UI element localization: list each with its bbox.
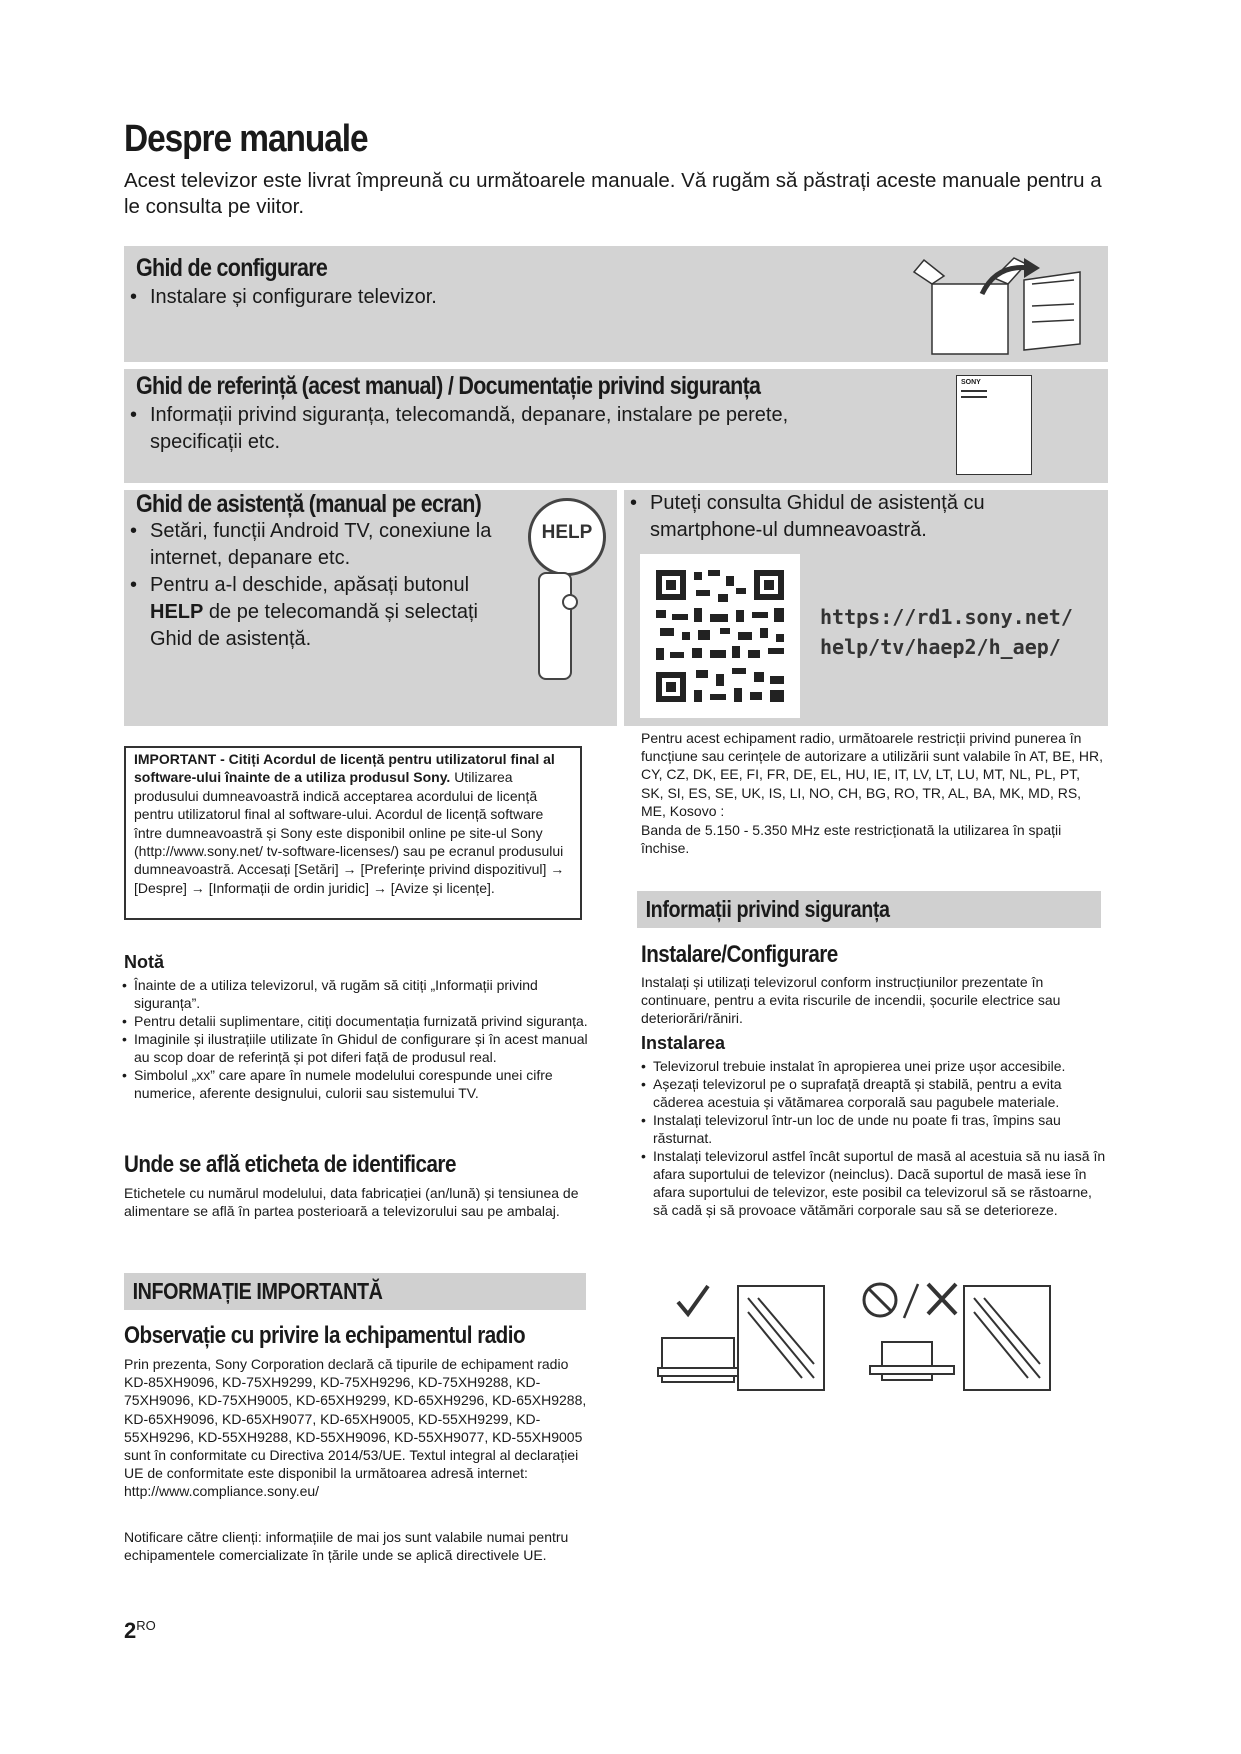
label-text: Etichetele cu numărul modelului, data fabricației (an/lună) și tensiunea de alimentare se află în partea posterioară a televizorului sau pe ambalaj. (124, 1185, 579, 1220)
installation-item-3: • Instalați televizorul într-un loc de unde nu poate fi tras, împins sau răsturnat. (641, 1111, 1106, 1147)
installation-list (641, 1057, 1106, 1219)
help-guide-box (124, 490, 617, 726)
nota-item-1: • Înainte de a utiliza televizorul, vă rugăm să citiți „Informații privind siguranța”. (122, 976, 592, 1012)
help-url-line-2: help/tv/haep2/h_aep/ (820, 635, 1061, 659)
installation-item-1: • Televizorul trebuie instalat în apropierea unei prize ușor accesibile. (641, 1057, 1106, 1075)
help-guide-title: Ghid de asistență (manual pe ecran) (136, 490, 482, 518)
manual-booklet-icon (956, 375, 1032, 475)
help-smartphone-box (624, 490, 1108, 726)
help-guide-bullet-1: • Setări, funcții Android TV, conexiune la internet, depanare etc. (124, 518, 514, 572)
radio-equipment-heading: Observație cu privire la echipamentul radio (124, 1322, 526, 1349)
installation-item-4: • Instalați televizorul astfel încât suportul de masă al acestuia să nu iasă în afara suportului de televizor (neinclus). Dacă suportul de masă iese în afara suportului de televizor, este posibil ca televizorul să se răstoarne, să cadă și să provoace vătămări corporale sau să se deterioreze. (641, 1147, 1106, 1219)
nota-heading: Notă (124, 952, 164, 972)
page-title: Despre manuale (124, 118, 368, 160)
help-guide-bullets (124, 518, 514, 653)
setup-guide-box (124, 246, 1108, 362)
customer-notice-text: Notificare către clienți: informațiile de mai jos sunt valabile numai pentru echipamentele comercializate în țările unde se aplică directivele UE. (124, 1529, 569, 1564)
installation-item-2: • Așezați televizorul pe o suprafață dreaptă și stabilă, pentru a evita căderea acestuia și vătămarea corporală sau pagubele materiale. (641, 1075, 1106, 1111)
booklet-brand: SONY (961, 379, 981, 386)
reference-guide-title: Ghid de referință (acest manual) / Documentație privind siguranța (136, 372, 761, 400)
installation-heading: Instalarea (641, 1033, 726, 1053)
page-suffix: RO (136, 1618, 156, 1633)
cross-icon (928, 1284, 956, 1314)
help-guide-bullet-2: • Pentru a-l deschide, apăsați butonul HELP de pe telecomandă și selectați Ghid de asistență. (124, 572, 514, 653)
page-number: $2^{RO}$ (124, 1618, 156, 1643)
remote-help-icon (528, 498, 608, 678)
help-url[interactable] (820, 602, 1073, 662)
reference-guide-bullets (124, 402, 864, 456)
reference-guide-box (124, 369, 1108, 483)
intro-text: Acest televizor este livrat împreună cu următoarele manuale. Vă rugăm să păstrați aceste manuale pentru a le consulta pe viitor. (124, 169, 1102, 218)
radio-restrictions-text: Pentru acest echipament radio, următoarele restricții privind punerea în funcțiune sau cerințele de autorizare a utilizării sunt valabile în AT, BE, HR, CY, CZ, DK, EE, FI, FR, DE, EL, HU, IE, IT, LV, LT, LU, MT, NL, PL, PT, SK, SI, ES, SE, UK, IS, LI, NO, CH, BG, RO, TR, AL, BA, MK, MD, RS, ME, Kosovo : (641, 730, 1103, 819)
help-smartphone-bullets (624, 490, 1094, 544)
license-text: Utilizarea produsului dumneavoastră indică acceptarea acordului de licență pentru utilizatorul final al software-ului. Acordul de licență software între dumneavoastră și Sony este disponibil online pe site-ul Sony (http://www.sony.net/ tv-software-licenses/) sau pe ecranul produsului dumneavoastră. Accesați [Setări] → [Preferințe privind dispozitivul] → [Despre] → [Informații de ordin juridic] → [Avize și licențe]. (134, 769, 565, 896)
label-heading: Unde se află eticheta de identificare (124, 1151, 456, 1178)
check-icon (678, 1286, 708, 1314)
nota-item-2: • Pentru detalii suplimentare, citiți documentația furnizată privind siguranța. (122, 1012, 592, 1030)
tv-stand-illustration (652, 1280, 1112, 1400)
setup-guide-bullets (124, 284, 884, 311)
help-url-line-1: https://rd1.sony.net/ (820, 605, 1073, 629)
safety-intro-text: Instalați și utilizați televizorul conform instrucțiunilor prezentate în continuare, pentru a evita riscurile de incendii, șocurile electrice sau deteriorări/răniri. (641, 974, 1061, 1027)
nota-item-3: • Imaginile și ilustrațiile utilizate în Ghidul de configurare și în acest manual au scop doar de referință și pot diferi față de produsul real. (122, 1030, 592, 1066)
important-license-box (124, 746, 582, 920)
important-info-heading: INFORMAȚIE IMPORTANTĂ (132, 1278, 383, 1304)
nota-item-4: • Simbolul „xx” care apare în numele modelului corespunde unei cifre numerice, aferente designului, culorii sau sistemului TV. (122, 1066, 592, 1102)
safety-heading-bar (637, 891, 1101, 928)
installation-setup-heading: Instalare/Configurare (641, 941, 838, 968)
important-info-heading-bar (124, 1273, 586, 1310)
license-bold-text: IMPORTANT - Citiți Acordul de licență pentru utilizatorul final al software-ului înainte de a utiliza produsul Sony. (134, 751, 555, 786)
setup-guide-bullet: • Instalare și configurare televizor. (124, 284, 884, 311)
radio-equipment-text: Prin prezenta, Sony Corporation declară că tipurile de echipament radio KD-85XH9096, KD-75XH9299, KD-75XH9296, KD-75XH9288, KD-75XH9096, KD-75XH9005, KD-65XH9299, KD-65XH9296, KD-65XH9288, KD-65XH9096, KD-65XH9077, KD-65XH9005, KD-55XH9299, KD-55XH9296, KD-55XH9288, KD-55XH9096, KD-55XH9077, KD-55XH9005 sunt în conformitate cu Directiva 2014/53/UE. Textul integral al declarației UE de conformitate este disponibil la următoarea adresă internet: http://www.compliance.sony.eu/ (124, 1356, 587, 1500)
help-smartphone-bullet: • Puteți consulta Ghidul de asistență cu smartphone-ul dumneavoastră. (624, 490, 1094, 544)
box-to-manual-icon (904, 254, 1104, 356)
radio-band-text: Banda de 5.150 - 5.350 MHz este restricționată la utilizarea în spații închise. (641, 822, 1062, 857)
safety-heading: Informații privind siguranța (645, 896, 890, 922)
reference-guide-bullet: • Informații privind siguranța, telecomandă, depanare, instalare pe perete, specificații etc. (124, 402, 864, 456)
help-badge: HELP (541, 522, 593, 543)
nota-list (122, 976, 592, 1102)
qr-code (640, 554, 800, 718)
setup-guide-title: Ghid de configurare (136, 254, 328, 282)
